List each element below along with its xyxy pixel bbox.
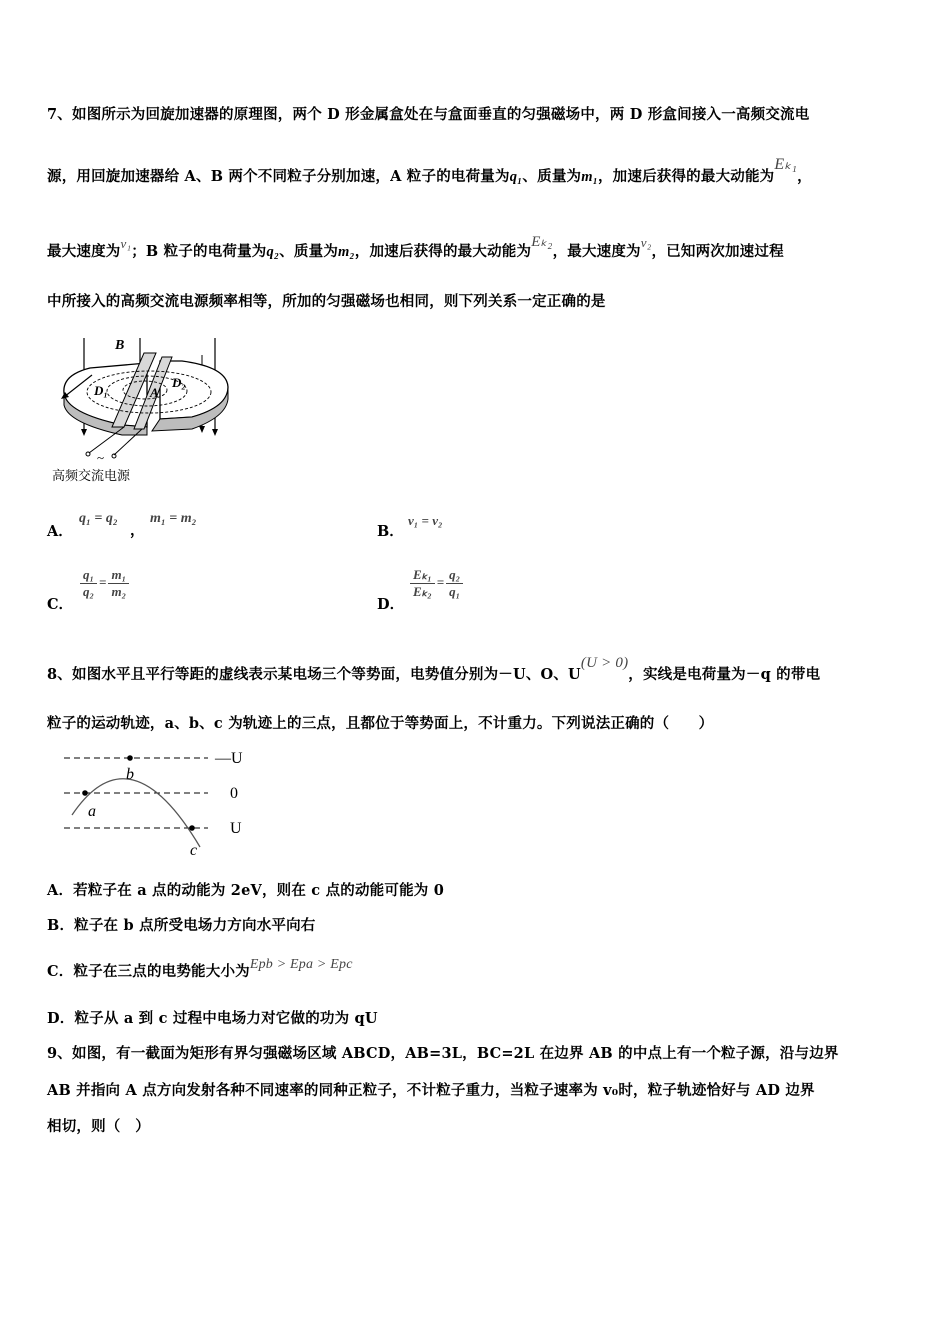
q7-line-2-text-a: 源，用回旋加速器给 A、B 两个不同粒子分别加速，A 粒子的电荷量为 (47, 168, 510, 185)
C-lhs-den: q₂ (83, 584, 95, 599)
symbol-v1: v₁ (120, 236, 132, 251)
q7-line-3-text-c: 、质量为 (279, 243, 339, 260)
symbol-Ek2: Eₖ₂ (531, 234, 553, 250)
q8-condition: (U > 0) (580, 655, 629, 671)
q8-line-2: 粒子的运动轨迹，a、b、c 为轨迹上的三点，且都位于等势面上，不计重力。下列说法正确的（ ） (47, 715, 714, 732)
symbol-q2: q₂ (266, 244, 280, 260)
C-lhs-num: q₁ (80, 567, 97, 584)
C-rhs-num: m₁ (108, 567, 129, 584)
q8-line-1 (47, 655, 821, 684)
symbol-m2: m₂ (338, 244, 355, 260)
q8-option-A: A．若粒子在 a 点的动能为 2eV，则在 c 点的动能可能为 0 (47, 882, 445, 899)
q7-line-2-text-c: ，加速后获得的最大动能为 (597, 168, 775, 185)
q7-option-C-expr: $\frac{\text{q₁}}{\text{q₂}}$ = $\frac{\text{m₁}}{\text{m₂}}$ (78, 567, 131, 600)
q7-option-B-label: B． (377, 523, 404, 540)
q7-line-4: 中所接入的高频交流电源频率相等，所加的匀强磁场也相同，则下列关系一定正确的是 (47, 293, 606, 310)
D-lhs-num: Eₖ₁ (410, 567, 435, 584)
symbol-Ek1: Eₖ₁ (774, 156, 798, 173)
q7-line-3-text-b: ；B 粒子的电荷量为 (131, 243, 267, 260)
q8-option-B: B．粒子在 b 点所受电场力方向水平向右 (47, 917, 316, 934)
q7-line-2-text-b: 、质量为 (522, 168, 582, 185)
cyclotron-diagram (52, 335, 242, 485)
q7-option-A-expr2: m₁ = m₂ (150, 511, 197, 526)
equipotential-figure (60, 745, 260, 860)
label-a: a (88, 803, 96, 820)
q8-line-1-text-b: ，实线是电荷量为－q 的带电 (628, 666, 821, 683)
C-rhs-den: m₂ (111, 584, 127, 599)
q7-option-A-sep: ， (130, 522, 145, 539)
D-rhs-den: q₁ (449, 584, 461, 599)
q7-option-D-label: D． (377, 596, 405, 613)
q9-line-2: AB 并指向 A 点方向发射各种不同速率的同种正粒子，不计粒子重力，当粒子速率为 v₀时，粒子轨迹恰好与 AD 边界 (47, 1082, 815, 1099)
q7-line-2-text-d: ， (797, 168, 812, 185)
q7-line-3-text-a: 最大速度为 (47, 243, 121, 260)
q9-line-3: 相切，则（ ） (47, 1118, 150, 1135)
symbol-m1: m₁ (581, 169, 598, 185)
figure-caption: 高频交流电源 (52, 469, 131, 484)
equipotential-diagram (60, 745, 260, 860)
q8-option-C-text: C．粒子在三点的电势能大小为 (47, 963, 250, 980)
q7-option-A-expr1: q₁ = q₂ (79, 511, 118, 526)
q7-option-B-expr: v₁ = v₂ (408, 513, 443, 528)
D-rhs-num: q₂ (446, 567, 463, 584)
q7-line-2 (47, 156, 812, 186)
q8-line-1-text-a: 8、如图水平且平行等距的虚线表示某电场三个等势面，电势值分别为－U、O、U (47, 666, 581, 683)
label-D2: D₂ (172, 375, 186, 390)
q7-line-3-text-d: ，加速后获得的最大动能为 (354, 243, 532, 260)
q8-option-C-expr: Epb > Epa > Epc (249, 957, 353, 972)
q7-line-3-text-f: ，已知两次加速过程 (651, 243, 784, 260)
label-b: b (126, 766, 134, 783)
label-U: U (230, 820, 242, 837)
q7-line-3 (47, 234, 784, 261)
q8-option-D: D．粒子从 a 到 c 过程中电场力对它做的功为 qU (47, 1010, 378, 1027)
label-A: A (150, 385, 159, 400)
q7-line-3-text-e: ，最大速度为 (552, 243, 641, 260)
q7-option-C-label: C． (47, 596, 74, 613)
q7-option-A-label: A． (47, 523, 73, 540)
q8-option-C (47, 957, 353, 981)
q7-line-1: 7、如图所示为回旋加速器的原理图，两个 D 形金属盒处在与盒面垂直的匀强磁场中，两 D 形盒间接入一高频交流电 (47, 106, 810, 123)
label-D1: D₁ (94, 383, 108, 398)
symbol-q1: q₁ (509, 169, 523, 185)
q9-line-1: 9、如图，有一截面为矩形有界匀强磁场区域 ABCD，AB=3L，BC=2L 在边界 AB 的中点上有一个粒子源，沿与边界 (47, 1045, 839, 1062)
q7-option-D-expr: $\frac{\text{Eₖ₁}}{\text{Eₖ₂}}$ = $\frac{\text{q₂}}{\text{q₁}}$ (408, 567, 465, 600)
label-c: c (190, 842, 198, 859)
label-minusU: —U (215, 750, 243, 767)
label-B: B (115, 338, 125, 353)
cyclotron-figure (52, 335, 242, 485)
label-tilde: ~ (97, 450, 105, 465)
symbol-v2: v₂ (640, 235, 652, 250)
D-lhs-den: Eₖ₂ (413, 584, 432, 599)
label-zero: 0 (230, 785, 238, 802)
